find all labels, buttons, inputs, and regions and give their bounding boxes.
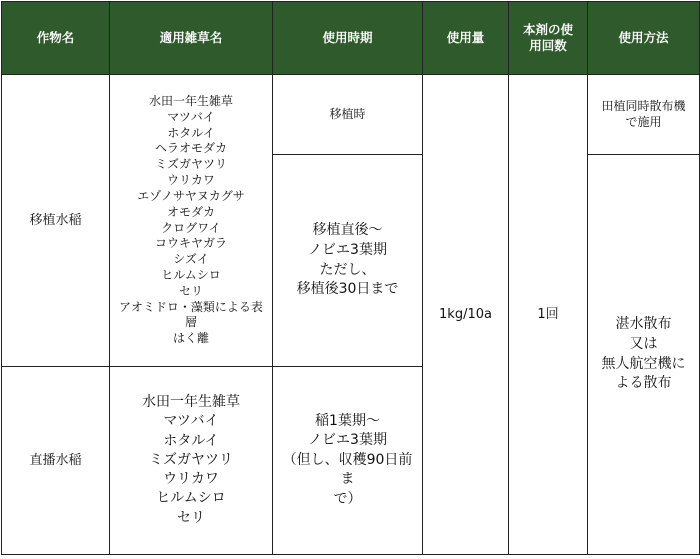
header-weeds: 適用雑草名 xyxy=(110,2,273,75)
header-method: 使用方法 xyxy=(588,2,700,75)
timing-transplant-2: 移植直後～ ノビエ3葉期 ただし、 移植後30日まで xyxy=(273,155,423,367)
herbicide-usage-table xyxy=(1,1,700,555)
table-row xyxy=(2,75,700,155)
weeds-transplant: 水田一年生雑草 マツバイ ホタルイ ヘラオモダカ ミズガヤツリ ウリカワ エゾノサヤヌカグサ オモダカ クログワイ コウキヤガラ シズイ ヒルムシロ セリ アオミドロ・藻類による表層 はく離 xyxy=(110,75,273,367)
crop-transplant: 移植水稲 xyxy=(2,75,110,367)
method-transplant-1: 田植同時散布機 で施用 xyxy=(588,75,700,155)
header-crop: 作物名 xyxy=(2,2,110,75)
timing-transplant-1: 移植時 xyxy=(273,75,423,155)
header-amount: 使用量 xyxy=(423,2,509,75)
weeds-direct: 水田一年生雑草 マツバイ ホタルイ ミズガヤツリ ウリカワ ヒルムシロ セリ xyxy=(110,367,273,555)
method-flooded-or-drone: 湛水散布 又は 無人航空機に よる散布 xyxy=(588,155,700,555)
amount-cell: 1kg/10a xyxy=(423,75,509,555)
count-cell: 1回 xyxy=(509,75,588,555)
timing-direct: 稲1葉期～ ノビエ3葉期 （但し、収穫90日前ま で） xyxy=(273,367,423,555)
crop-direct: 直播水稲 xyxy=(2,367,110,555)
header-count: 本剤の使 用回数 xyxy=(509,2,588,75)
header-row xyxy=(2,2,700,75)
header-timing: 使用時期 xyxy=(273,2,423,75)
